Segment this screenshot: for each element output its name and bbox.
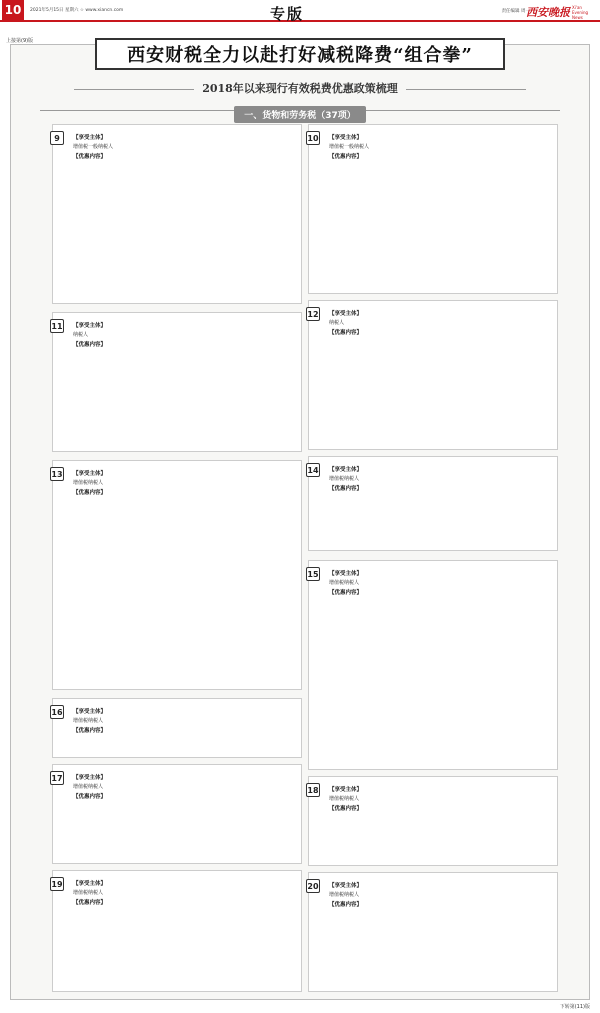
card-title: 【享受主体】 (329, 311, 363, 317)
card-subject: 纳税人 (73, 332, 89, 338)
newspaper-logo: 西安晚报 (526, 6, 570, 19)
card-title: 【享受主体】 (73, 881, 107, 887)
card-subject: 增值税纳税人 (329, 476, 360, 482)
card-policy: 【优惠内容】 (73, 900, 107, 906)
article-card (52, 698, 302, 758)
subheadline: 2018年以来现行有效税费优惠政策梳理 (0, 80, 600, 96)
card-number: 17 (50, 771, 64, 785)
article-card (52, 764, 302, 864)
card-policy: 【优惠内容】 (73, 490, 107, 496)
card-policy: 【优惠内容】 (329, 590, 363, 596)
section-title: 专版 (270, 5, 305, 23)
card-policy: 【优惠内容】 (73, 154, 107, 160)
card-subject: 增值税纳税人 (73, 890, 104, 896)
article-card (308, 872, 558, 992)
card-title: 【享受主体】 (73, 471, 107, 477)
card-subject: 增值税纳税人 (329, 796, 360, 802)
card-policy: 【优惠内容】 (329, 902, 363, 908)
card-number: 12 (306, 307, 320, 321)
card-policy: 【优惠内容】 (329, 806, 363, 812)
article-card (308, 124, 558, 294)
card-title: 【享受主体】 (329, 883, 363, 889)
card-number: 14 (306, 463, 320, 477)
card-policy: 【优惠内容】 (329, 330, 363, 336)
headline-box (95, 38, 505, 70)
article-card (308, 776, 558, 866)
category-banner (0, 103, 600, 123)
card-title: 【享受主体】 (73, 709, 107, 715)
card-subject: 增值税纳税人 (73, 784, 104, 790)
card-policy: 【优惠内容】 (73, 342, 107, 348)
card-title: 【享受主体】 (73, 323, 107, 329)
editor-line: 责任编辑 周一 (501, 9, 530, 14)
page-number: 10 (2, 0, 24, 20)
card-number: 20 (306, 879, 320, 893)
article-card (52, 124, 302, 304)
article-card (308, 560, 558, 770)
card-policy: 【优惠内容】 (329, 154, 363, 160)
article-card (52, 870, 302, 992)
card-title: 【享受主体】 (73, 775, 107, 781)
jump-from: 上接第(9)版 (6, 38, 34, 44)
card-title: 【享受主体】 (329, 135, 363, 141)
category-label: 一、货物和劳务税（37项） (234, 106, 366, 123)
article-card (308, 456, 558, 551)
jump-to: 下转第(11)版 (559, 1004, 590, 1010)
card-number: 11 (50, 319, 64, 333)
card-subject: 增值税一般纳税人 (73, 144, 114, 150)
card-title: 【享受主体】 (73, 135, 107, 141)
card-subject: 增值税纳税人 (73, 480, 104, 486)
card-title: 【享受主体】 (329, 571, 363, 577)
card-subject: 增值税纳税人 (329, 580, 360, 586)
card-policy: 【优惠内容】 (73, 794, 107, 800)
card-policy: 【优惠内容】 (329, 486, 363, 492)
card-subject: 增值税纳税人 (73, 718, 104, 724)
page-header (0, 0, 600, 22)
card-number: 13 (50, 467, 64, 481)
card-subject: 增值税一般纳税人 (329, 144, 370, 150)
article-card (52, 312, 302, 452)
card-policy: 【优惠内容】 (73, 728, 107, 734)
article-card (52, 460, 302, 690)
card-number: 19 (50, 877, 64, 891)
headline: 西安财税全力以赴打好减税降费“组合拳” (127, 45, 473, 66)
card-number: 15 (306, 567, 320, 581)
article-card (308, 300, 558, 450)
card-subject: 增值税纳税人 (329, 892, 360, 898)
date-line: 2021年5月15日 星期六 ☆ www.xiancn.com (30, 8, 124, 13)
card-number: 9 (50, 131, 64, 145)
newspaper-logo-sub: Xi'an Evening News (572, 5, 589, 20)
card-number: 16 (50, 705, 64, 719)
card-title: 【享受主体】 (329, 787, 363, 793)
card-subject: 纳税人 (329, 320, 345, 326)
card-number: 18 (306, 783, 320, 797)
card-number: 10 (306, 131, 320, 145)
card-title: 【享受主体】 (329, 467, 363, 473)
